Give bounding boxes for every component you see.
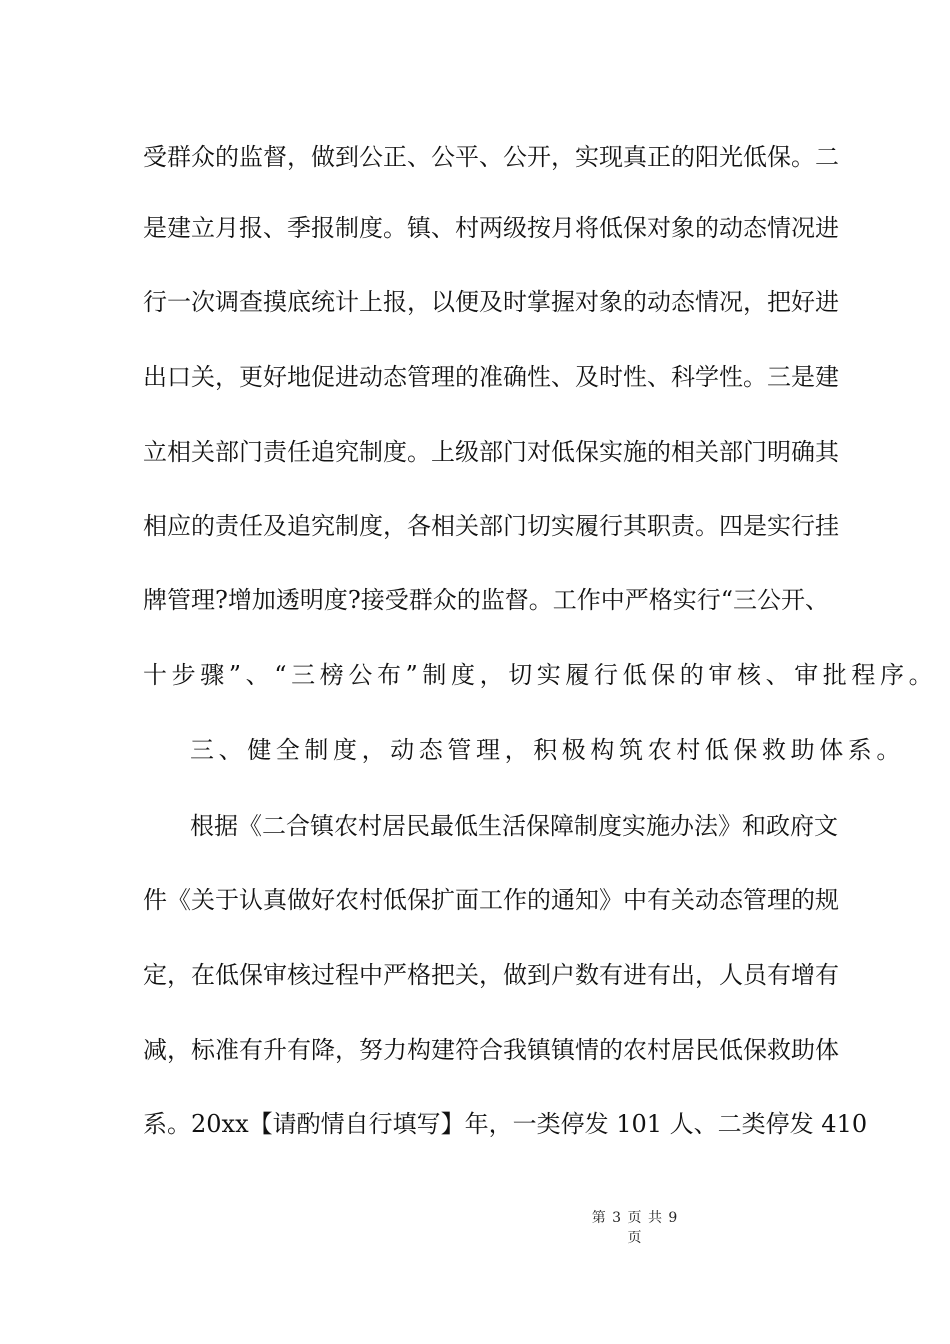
body-text-line: 行一次调查摸底统计上报，以便及时掌握对象的动态情况，把好进 [143, 288, 839, 316]
body-text-line: 是建立月报、季报制度。镇、村两级按月将低保对象的动态情况进 [143, 214, 839, 242]
body-text-line: 出口关，更好地促进动态管理的准确性、及时性、科学性。三是建 [143, 363, 839, 391]
body-text-line: 立相关部门责任追究制度。上级部门对低保实施的相关部门明确其 [143, 438, 839, 466]
body-text-line: 定，在低保审核过程中严格把关，做到户数有进有出，人员有增有 [143, 961, 839, 989]
body-text-line: 系。20xx【请酌情自行填写】年，一类停发 101 人、二类停发 410 [143, 1110, 868, 1138]
body-text-line: 牌管理?增加透明度?接受群众的监督。工作中严格实行“三公开、 [143, 586, 830, 614]
body-text-line: 相应的责任及追究制度，各相关部门切实履行其职责。四是实行挂 [143, 512, 839, 540]
body-text-line: 十步骤”、“三榜公布”制度，切实履行低保的审核、审批程序。 [143, 661, 938, 689]
body-text-line: 根据《二合镇农村居民最低生活保障制度实施办法》和政府文 [190, 812, 838, 840]
body-text-line: 受群众的监督，做到公正、公平、公开，实现真正的阳光低保。二 [143, 143, 839, 171]
section-heading: 三、健全制度，动态管理，积极构筑农村低保救助体系。 [190, 736, 905, 764]
body-text-line: 减，标准有升有降，努力构建符合我镇镇情的农村居民低保救助体 [143, 1036, 839, 1064]
body-text-line: 件《关于认真做好农村低保扩面工作的通知》中有关动态管理的规 [143, 886, 839, 914]
page-number-footer: 第 3 页 共 9 页 [591, 1210, 679, 1246]
